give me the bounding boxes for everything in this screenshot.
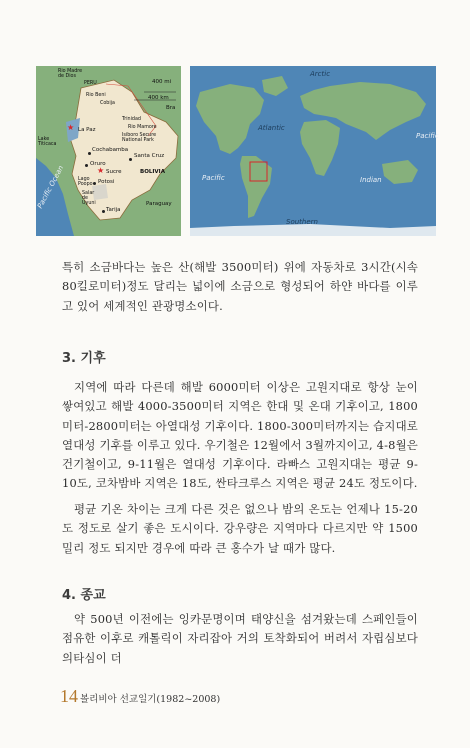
santa-cruz-dot — [129, 158, 132, 161]
label-rio-beni: Rio Beni — [86, 93, 106, 98]
label-lake-titicaca: Lake Titicaca — [38, 137, 57, 147]
page-footer — [60, 686, 220, 707]
label-pacific-ocean: Pacific Ocean — [36, 164, 66, 210]
label-cobija: Cobija — [100, 101, 115, 106]
label-paraguay: Paraguay — [146, 201, 172, 207]
label-santa-cruz: Santa Cruz — [134, 153, 165, 159]
potosi-dot — [93, 182, 96, 185]
cochabamba-dot — [88, 152, 91, 155]
label-oruro: Oruro — [90, 161, 106, 167]
sucre-star-icon: ★ — [97, 166, 105, 175]
label-rio-mamore: Rio Mamore — [128, 125, 157, 130]
la-paz-star-icon: ★ — [67, 123, 75, 132]
label-cochabamba: Cochabamba — [92, 147, 129, 153]
tarija-dot — [102, 210, 105, 213]
label-potosi: Potosi — [98, 179, 115, 185]
world-map-graphic — [190, 66, 436, 236]
label-sucre: Sucre — [106, 169, 122, 175]
label-trinidad: Trinidad — [122, 117, 141, 122]
label-southern: Southern — [286, 218, 318, 226]
world-map — [190, 66, 439, 236]
book-title: 볼리비아 선교일기(1982~2008) — [80, 694, 221, 705]
label-400km: 400 km — [148, 95, 169, 101]
label-tarija: Tarija — [106, 207, 121, 213]
oruro-dot — [85, 164, 88, 167]
religion-paragraph: 약 500년 이전에는 잉카문명이며 태양신을 섬겨왔는데 스페인들이 점유한 이후로 캐톨릭이 자리잡아 거의 토착화되어 버려서 자립심보다 의타심이 더 — [62, 612, 418, 665]
intro-paragraph: 특히 소금바다는 높은 산(해발 3500미터) 위에 자동차로 3시간(시속 80킬로미터)정도 달리는 넓이에 소금으로 형성되어 하얀 바다를 이루고 있어 세계적인 관광명소이다. — [62, 260, 418, 313]
label-pacific-right: Pacific — [416, 132, 439, 140]
climate-paragraph-1: 지역에 따라 다른데 해발 6000미터 이상은 고원지대로 항상 눈이 쌓여있고 해발 4000-3500미터 지역은 한대 및 온대 기후이고, 1800미터-2800미터는 아열대성 기후이다. 1800-300미터까지는 습지대로 열대성 기후를 이루고 있다. 우기철은 12월에서 3월까지이고, 4-8월은 건기철이고, 9-11월은 열대성 기후이다. 라빠스 고원지대는 평균 9-10도, 코차밤바 지역은 18도, 싼타크루스 지역은 평균 24도 정도이다. — [62, 380, 418, 491]
label-salar-de-uyuni: Salar de Uyuni — [82, 191, 96, 206]
label-400mi: 400 mi — [152, 79, 172, 85]
climate-paragraph-2: 평균 기온 차이는 크게 다른 것은 없으나 밤의 온도는 언제나 15-20도 정도로 살기 좋은 도시이다. 강우량은 지역마다 다르지만 약 1500밀리 정도 되지만 경우에 따라 큰 홍수가 날 때가 많다. — [62, 502, 418, 555]
label-peru: PERU — [84, 81, 97, 86]
label-brazil: Bra — [166, 105, 176, 111]
label-la-paz: La Paz — [78, 127, 96, 133]
label-indian: Indian — [360, 176, 382, 184]
label-arctic: Arctic — [310, 70, 331, 78]
maps-figure — [36, 66, 439, 236]
label-lago-poopo: Lago Poopo — [78, 177, 93, 187]
label-isiboro: Isiboro Secure National Park — [122, 133, 157, 143]
section-3-heading: 3. 기후 — [62, 351, 106, 366]
label-rio-madre-de-dios: Rio Madre de Dios — [58, 69, 83, 79]
label-pacific-left: Pacific — [202, 174, 225, 182]
section-4-heading: 4. 종교 — [62, 588, 106, 603]
label-atlantic: Atlantic — [258, 124, 285, 132]
label-bolivia: BOLIVIA — [140, 169, 165, 175]
bolivia-map — [36, 66, 181, 236]
page-number: 14 — [60, 686, 78, 706]
